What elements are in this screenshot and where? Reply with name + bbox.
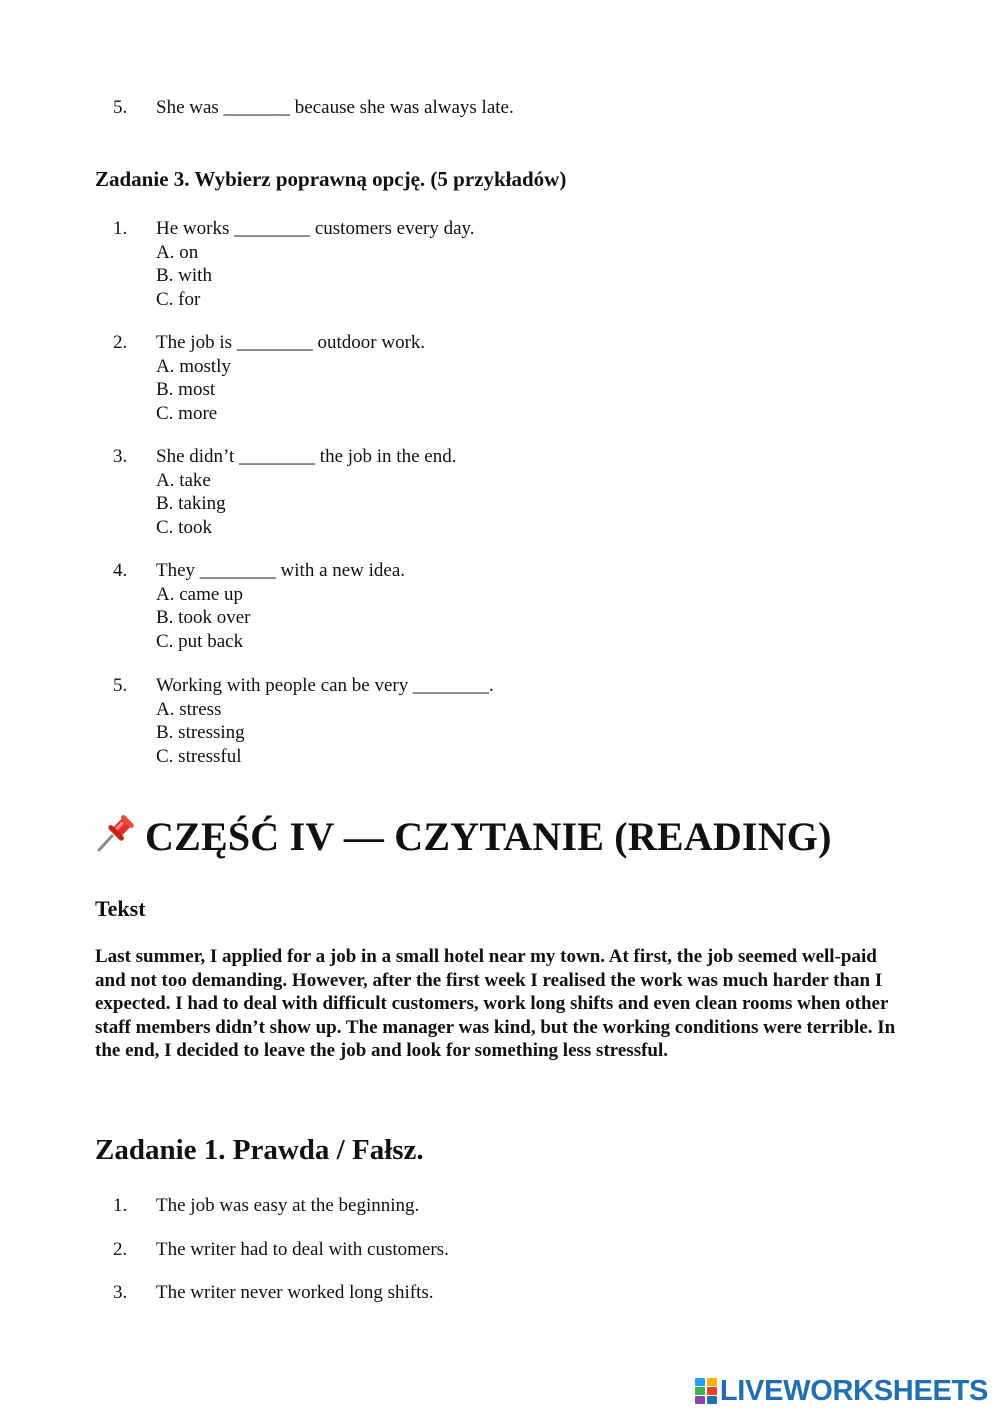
option-b[interactable]: B. taking xyxy=(156,493,226,514)
statement-3 xyxy=(0,1281,1000,1305)
statement-text: The writer never worked long shifts. xyxy=(156,1282,434,1303)
question-text: The job is ________ outdoor work. xyxy=(156,332,426,353)
option-c[interactable]: C. took xyxy=(156,516,212,538)
option-c[interactable]: C. stressful xyxy=(156,745,242,767)
part4-heading xyxy=(95,812,832,860)
statement-number: 1. xyxy=(113,1195,128,1216)
task3-question-2 xyxy=(0,331,1000,431)
option-c[interactable]: C. for xyxy=(156,288,201,310)
question-text: Working with people can be very ________. xyxy=(156,675,494,696)
option-c[interactable]: C. put back xyxy=(156,630,244,652)
option-c[interactable]: C. more xyxy=(156,402,218,424)
option-a[interactable]: A. stress xyxy=(156,698,222,720)
statement-2 xyxy=(0,1238,1000,1262)
text-label: Tekst xyxy=(95,896,146,921)
question-body xyxy=(156,674,494,768)
question-text: She didn’t ________ the job in the end. xyxy=(156,446,457,467)
question-number: 3. xyxy=(113,446,128,467)
zadanie1-heading: Zadanie 1. Prawda / Fałsz. xyxy=(95,1134,424,1166)
option-a[interactable]: A. on xyxy=(156,241,199,263)
statement-text: The job was easy at the beginning. xyxy=(156,1195,420,1216)
task3-question-3 xyxy=(0,445,1000,545)
statement-text: The writer had to deal with customers. xyxy=(156,1239,449,1260)
task3-question-1 xyxy=(0,217,1000,317)
question-text: He works ________ customers every day. xyxy=(156,218,475,239)
option-b[interactable]: B. most xyxy=(156,379,216,400)
statement-number: 2. xyxy=(113,1239,128,1260)
question-number: 2. xyxy=(113,332,128,353)
question-number: 1. xyxy=(113,218,128,239)
option-a[interactable]: A. came up xyxy=(156,583,244,605)
part4-heading-text: CZĘŚĆ IV — CZYTANIE (READING) xyxy=(145,814,832,859)
option-b[interactable]: B. stressing xyxy=(156,722,245,743)
reading-passage: Last summer, I applied for a job in a small hotel near my town. At first, the job seemed well-paid and not too demanding. However, after the first week I realised the work was much harder than I expected. I had to deal with difficult customers, work long shifts and even clean rooms when other staff members didn’t show up. The manager was kind, but the working conditions were terrible. In the end, I decided to leave the job and look for something less stressful. xyxy=(95,946,896,1062)
statement-number: 3. xyxy=(113,1282,128,1303)
question-body xyxy=(156,331,425,425)
option-a[interactable]: A. take xyxy=(156,469,211,491)
task2-item-5 xyxy=(0,96,1000,120)
task3-question-4 xyxy=(0,559,1000,659)
question-text: They ________ with a new idea. xyxy=(156,560,406,581)
logo-text: LIVEWORKSHEETS xyxy=(719,1374,988,1407)
liveworksheets-logo-icon xyxy=(695,1378,717,1404)
option-b[interactable]: B. took over xyxy=(156,607,251,628)
question-number: 4. xyxy=(113,560,128,581)
option-b[interactable]: B. with xyxy=(156,265,212,286)
question-body xyxy=(156,559,405,653)
pushpin-icon xyxy=(95,812,137,854)
task3-question-5 xyxy=(0,674,1000,774)
statement-1 xyxy=(0,1194,1000,1218)
liveworksheets-logo[interactable] xyxy=(695,1376,988,1406)
task3-heading: Zadanie 3. Wybierz poprawną opcję. (5 przykładów) xyxy=(95,167,567,191)
option-a[interactable]: A. mostly xyxy=(156,355,231,377)
question-number: 5. xyxy=(113,675,128,696)
item-text: She was _______ because she was always late. xyxy=(156,97,514,118)
question-body xyxy=(156,445,456,539)
item-number: 5. xyxy=(113,97,128,118)
question-body xyxy=(156,217,475,311)
